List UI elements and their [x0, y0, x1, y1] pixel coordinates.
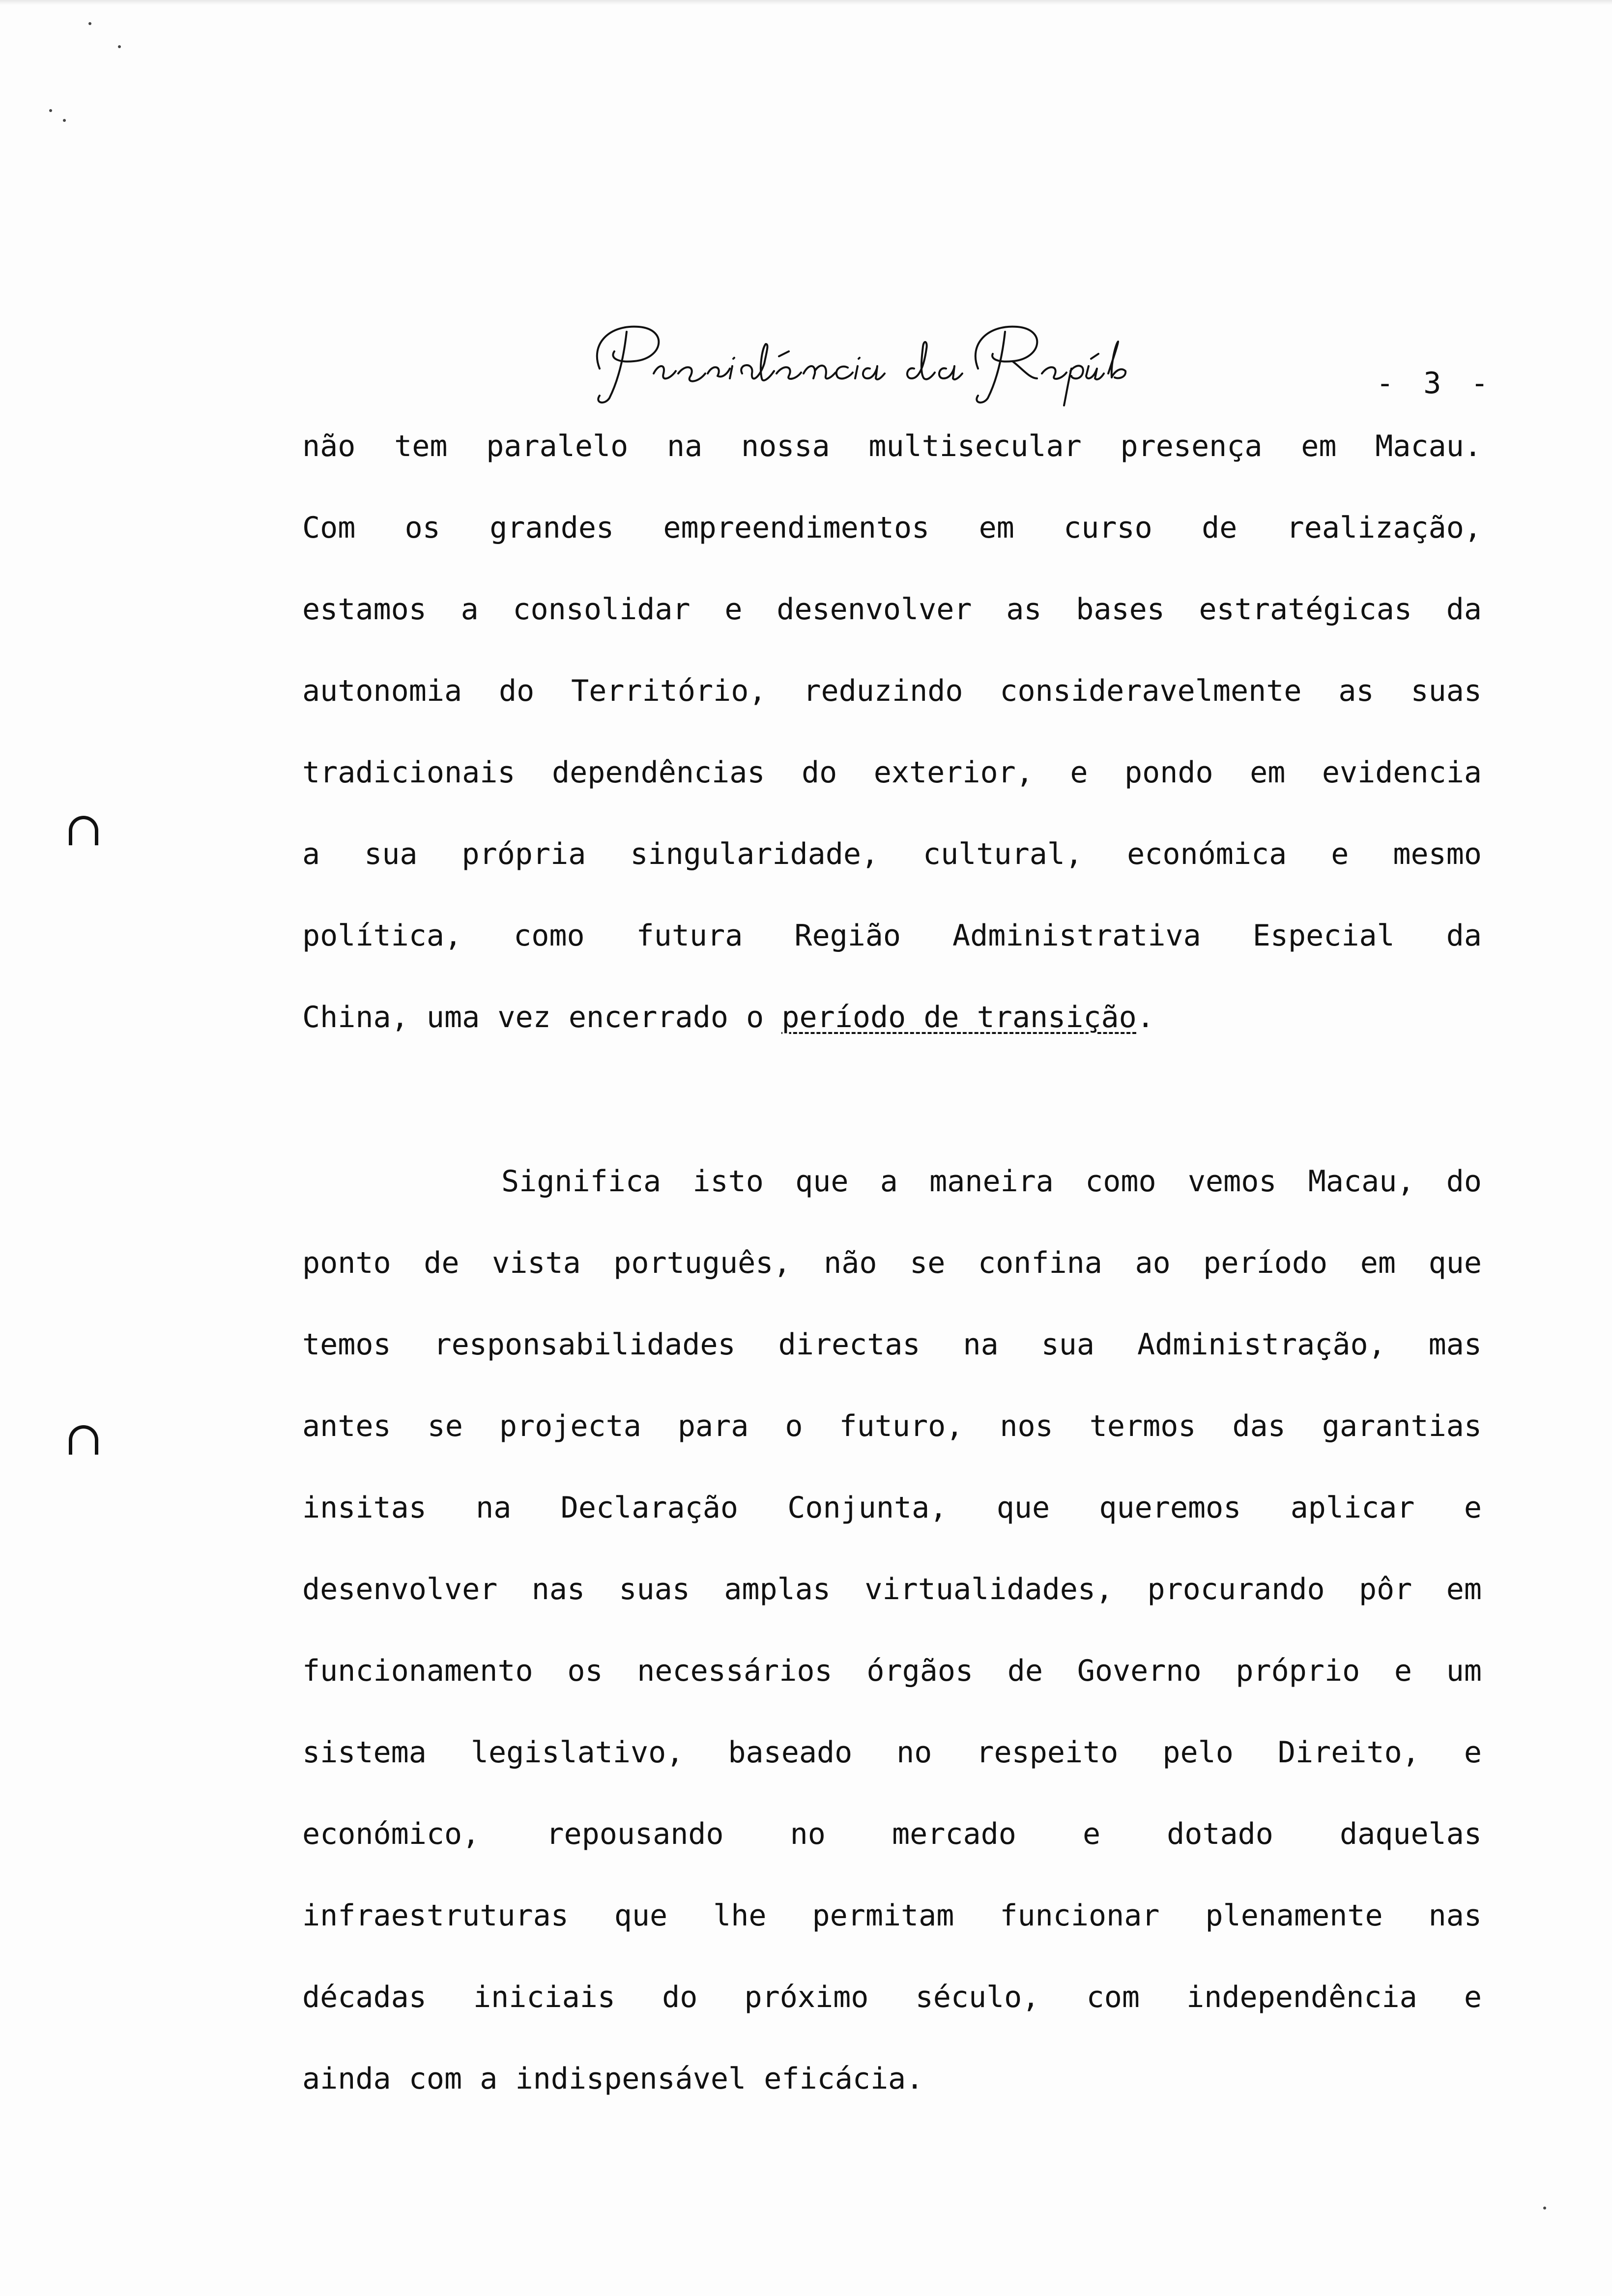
- text-line: funcionamento os necessários órgãos de Governo próprio e um: [302, 1654, 1482, 1688]
- text-line: estamos a consolidar e desenvolver as bases estratégicas da: [302, 592, 1482, 627]
- text-line: [302, 998, 1482, 1037]
- text-line: temos responsabilidades directas na sua Administração, mas: [302, 1327, 1482, 1362]
- text-segment: .: [1136, 1000, 1154, 1034]
- text-line: desenvolver nas suas amplas virtualidades, procurando pôr em: [302, 1572, 1482, 1607]
- text-line: insitas na Declaração Conjunta, que queremos aplicar e: [302, 1491, 1482, 1525]
- scan-speck: [49, 109, 52, 112]
- text-line: ponto de vista português, não se confina ao período em que: [302, 1246, 1482, 1280]
- text-line: económico, repousando no mercado e dotado daquelas: [302, 1817, 1482, 1851]
- text-line: política, como futura Região Administrativa Especial da: [302, 918, 1482, 953]
- punch-hole-mark: [69, 816, 98, 845]
- page-number: - 3 -: [1376, 366, 1495, 401]
- text-line: décadas iniciais do próximo século, com independência e: [302, 1980, 1482, 2014]
- text-line: autonomia do Território, reduzindo consideravelmente as suas: [302, 674, 1482, 708]
- letterhead-signature: [580, 305, 1130, 413]
- underlined-phrase: período de transição: [781, 1000, 1137, 1034]
- scan-speck: [88, 22, 91, 25]
- text-line: sistema legislativo, baseado no respeito pelo Direito, e: [302, 1735, 1482, 1770]
- scan-speck: [118, 45, 121, 48]
- scan-speck: [63, 119, 66, 122]
- text-line: não tem paralelo na nossa multisecular presença em Macau.: [302, 429, 1482, 463]
- text-line: ainda com a indispensável eficácia.: [302, 2062, 924, 2096]
- text-line: antes se projecta para o futuro, nos termos das garantias: [302, 1409, 1482, 1443]
- text-line: Com os grandes empreendimentos em curso de realização,: [302, 511, 1482, 545]
- text-line: Significa isto que a maneira como vemos Macau, do: [501, 1164, 1482, 1199]
- text-segment: China, uma vez encerrado o: [302, 1000, 782, 1034]
- scan-speck: [1543, 2207, 1546, 2210]
- text-line: tradicionais dependências do exterior, e pondo em evidencia: [302, 755, 1482, 790]
- text-line: infraestruturas que lhe permitam funcionar plenamente nas: [302, 1898, 1482, 1933]
- scan-edge: [0, 0, 1612, 5]
- punch-hole-mark: [69, 1425, 98, 1455]
- text-line: a sua própria singularidade, cultural, económica e mesmo: [302, 837, 1482, 871]
